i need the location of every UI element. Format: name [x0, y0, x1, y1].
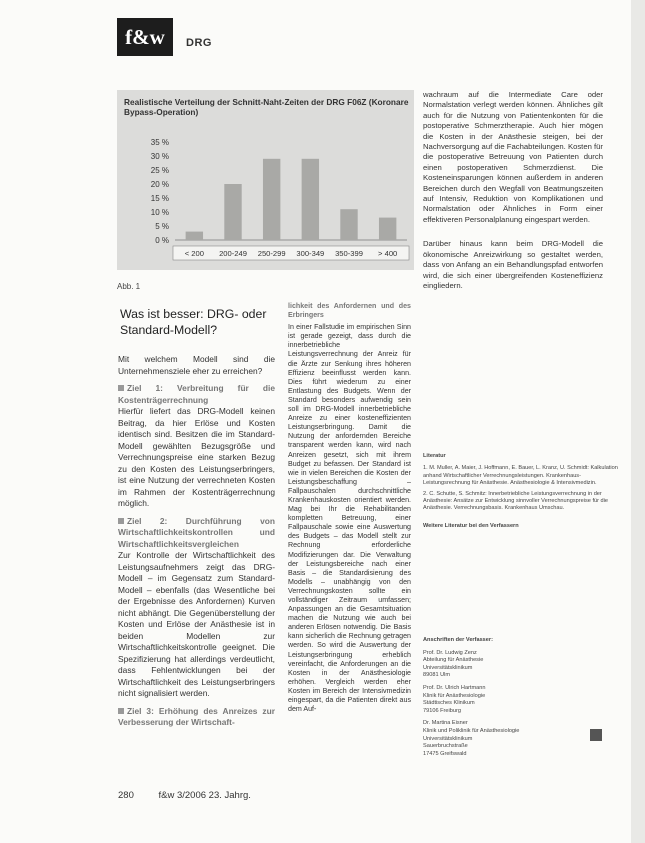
author-2-name: Prof. Dr. Ulrich Hartmann: [423, 684, 486, 691]
author-3-name: Dr. Martina Eisner: [423, 720, 468, 727]
middle-text: In einer Fallstudie im empirischen Sinn ist gerade gezeigt, dass durch die innerbetriebliche Leistungsverrechnung der Anreiz für die Ärzte zur Senkung ihres höheren Effizienz beeinflusst werden kann. Dies führt wiederum zu einer Entlastung des Budgets. Wenn der Standard besonders aufwendig sein soll im DRG-Modell innerbetriebliche Anreize zu einer kosteneffizienten Leistungserbringung. Damit die Nutzung der anfordernden Bereiche transparent werden kann, wird nach Anreizen gesetzt, sich mit ihrem Budget zu befassen. Der Standard ist wie in vielen Bereichen die Kosten der Leistungsbeschaffung – Fallpauschalen durchschnittliche Krankenhauskosten orientiert werden. Mag bei Ihr die Rehabilitanden kompletten Betreuung, einer Fallpauschale sowie eine Auswertung des Budgets – das Modell stellt zur Rechnung erforderliche Modifizierungen dar. Die Verwaltung der Leistungsbereiche nach einer Basis – die Standardisierung des Modells – unabhängig von den Verrechnungskosten sollte ein vollständiger Zeitraum umfassen; Anpassungen an die Gesamtsituation machen die Nutzung wie auch bei anderen Erlösen notwendig. Die Basis kann sicherlich die Rechnung getragen werden. So wird die Auswertung der Leistungserbringung erheblich vereinfacht, die Anforderungen an die Kosten in der Anästhesiologie erhöhen. Vergleich werden eher Kosten im Bereich der Intensivmedizin eingespart, da die Patienten direkt aus dem Auf-: [288, 323, 411, 714]
y-tick-label: 35 %: [150, 138, 169, 147]
bar--400: [379, 218, 396, 240]
author-2-line: Städtisches Klinikum: [423, 700, 475, 707]
bar-300-349: [302, 159, 319, 240]
author-3-line: Universitätsklinikum: [423, 735, 473, 742]
author-1: [423, 650, 603, 680]
section-label: DRG: [186, 37, 212, 49]
column-right: [423, 90, 603, 297]
journal-logo: f&w: [117, 18, 173, 56]
author-3: [423, 720, 603, 758]
intro-question: Mit welchem Modell sind die Unternehmensziele eher zu erreichen?: [118, 354, 275, 376]
ziel2-text: Zur Kontrolle der Wirtschaftlichkeit des Leistungsaufnehmers zeigt das DRG-Modell – im Gegensatz zum Standard-Modell – ebenfalls (das Wesentliche bei der Ergebnisse des Anfordernen) Kurven nicht abhängt. Die Gegenüberstellung der Kosten und Erlöse der Anästhesie ist in beiden Modellen zur Wirtschaftlichkeitskontrolle geeignet. Die Spezifizierung hat allerdings verdeutlicht, dass Fehlentwicklungen bei der Wirtschaftlichkeit des Leistungserbringers nicht signalisiert werden.: [118, 550, 275, 698]
bullet-square-icon: [118, 518, 124, 524]
author-1-line: Universitätsklinikum: [423, 664, 473, 671]
y-tick-label: 10 %: [150, 208, 169, 217]
literature-note: Weitere Literatur bei den Verfassern: [423, 522, 519, 529]
x-tick-label: 200-249: [219, 249, 247, 258]
x-tick-label: 250-299: [257, 249, 286, 258]
references-label: Literatur: [423, 453, 446, 459]
reference-item: 1. M. Muller, A. Maier, J. Hoffmann, E. Bauer, L. Kranz, U. Schmidt: Kalkulation anhand Wirtschaftlicher Verrechnungsleistungen. Krankenhaus-Leistungsrechnung für Anästhesie. Anästhesiologie & Intensivmedizin.: [423, 465, 618, 487]
ziel2-title: Ziel 2: Durchführung von Wirtschaftlichkeitskontrollen und Wirtschaftlichkeitsvergleichen: [118, 515, 275, 549]
page-footer: [118, 790, 251, 801]
y-tick-label: 20 %: [150, 180, 169, 189]
author-addresses: [423, 637, 603, 763]
authors-label: Anschriften der Verfasser:: [423, 637, 493, 643]
x-tick-label: 300-349: [296, 249, 325, 258]
bar--200: [186, 232, 203, 240]
article-heading: Was ist besser: DRG- oder Standard-Modell?: [120, 307, 267, 337]
y-tick-label: 15 %: [150, 194, 169, 203]
bullet-square-icon: [118, 708, 124, 714]
author-1-line: Abteilung für Anästhesie: [423, 657, 484, 664]
right-text-2: Darüber hinaus kann beim DRG-Modell die ökonomische Anreizwirkung so gestaltet werden, dass von Anfang an ein Behandlungspfad entworfen wird, die sich einer übergreifenden Kosteneffizienz eingliedern.: [423, 239, 603, 290]
y-tick-label: 30 %: [150, 152, 169, 161]
category-label-strip: [173, 246, 409, 260]
author-3-line: Sauerbruchstraße: [423, 743, 468, 750]
author-3-line: 17475 Greifswald: [423, 750, 467, 757]
reference-item: 2. C. Schutte, S. Schmitz: Innerbetriebliche Leistungsverrechnung in der Anästhesie: Ansätze zur Entwicklung sinnvoller Verrechnungspreise für die Anästhesie. Verrechnungsbasis. Krankenhaus Umschau.: [423, 490, 609, 512]
end-mark: [590, 729, 602, 741]
author-2-line: 79106 Freiburg: [423, 707, 461, 714]
x-tick-label: 350-399: [335, 249, 363, 258]
x-tick-label: < 200: [184, 249, 204, 258]
ziel1-text: Hierfür liefert das DRG-Modell keinen Beitrag, da hier Erlöse und Kosten identisch sind. Besitzen die im Standard-Modell gewählten Bezugsgröße und Verrechnungspreise eine starken Bezug zu den Kosten des Leistungserbringers, ist eine Nutzung der verrechneten Kosten im Rahmen der Kostenträgerrechnung möglich.: [118, 406, 275, 508]
author-2-line: Klinik für Anästhesiologie: [423, 692, 486, 699]
bar-200-249: [224, 184, 241, 240]
ziel1-title: Ziel 1: Verbreitung für die Kostenträgerrechnung: [118, 383, 275, 405]
scan-gutter: [631, 0, 645, 843]
figure-caption: Abb. 1: [117, 282, 141, 291]
references: [423, 453, 618, 533]
y-tick-label: 25 %: [150, 166, 169, 175]
page-number: 280: [118, 790, 134, 801]
author-1-name: Prof. Dr. Ludwig Zenz: [423, 649, 477, 656]
bar-chart: [117, 90, 414, 270]
author-3-line: Klinik und Poliklinik für Anästhesiologie: [423, 727, 520, 734]
author-1-line: 89081 Ulm: [423, 672, 451, 679]
author-2: [423, 685, 603, 715]
column-left: [118, 354, 275, 729]
column-middle: [288, 302, 411, 720]
chart-title: Realistische Verteilung der Schnitt-Naht-Zeiten der DRG F06Z (Koronare Bypass-Operation): [124, 97, 409, 117]
bar-250-299: [263, 159, 280, 240]
ziel3-title: Ziel 3: Erhöhung des Anreizes zur Verbesserung der Wirtschaft-: [118, 705, 275, 727]
y-tick-label: 5 %: [155, 222, 169, 231]
journal-issue: f&w 3/2006 23. Jahrg.: [158, 790, 251, 801]
x-tick-label: > 400: [378, 249, 398, 258]
y-tick-label: 0 %: [155, 236, 169, 245]
middle-subtitle: lichkeit des Anfordernen und des Erbringers: [288, 302, 411, 320]
bar-350-399: [340, 209, 357, 240]
right-text-1: wachraum auf die Intermediate Care oder Normalstation verlegt werden können. Ähnliches gilt auch für die Nutzung von Patientenkonten für die postoperative Schmerztherapie. Auch hier mögen die Kosten in der Anästhesie steigen, bei der Nachversorgung auf die Fachabteilungen. Kosten für die postoperative Betreuung von Patienten durch einen postoperativen Schmerzdienst. Die Kosteneinsparungen können außerdem in anderen Bereichen durch den Wegfall von Beatmungszeiten auf Intensiv, Reduktion von Komplikationen und Normalstation oder Ähnliches in Form einer effektiveren Personalplanung eingespart werden.: [423, 90, 603, 224]
bullet-square-icon: [118, 385, 124, 391]
